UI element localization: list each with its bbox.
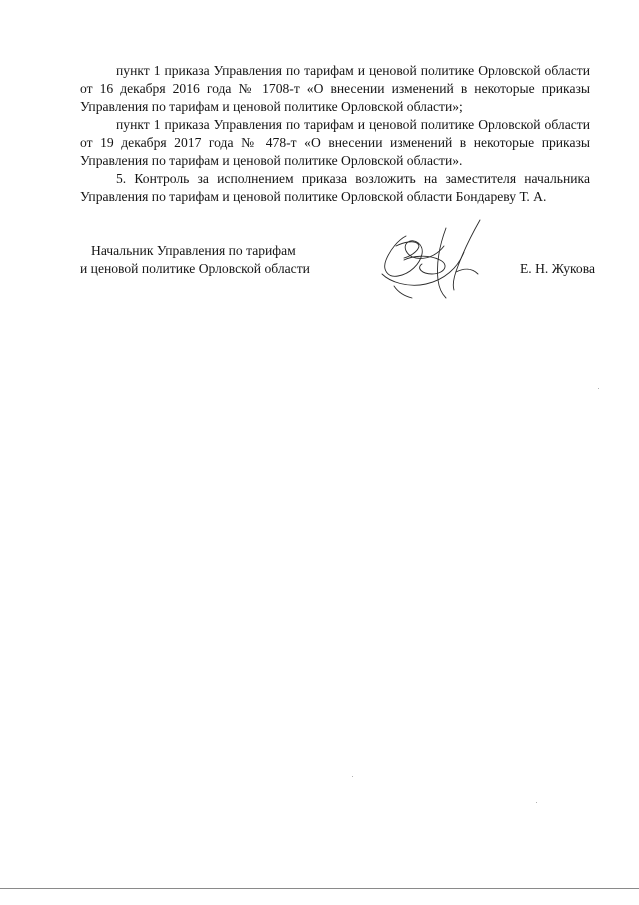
signer-title-line-1: Начальник Управления по тарифам [91,243,296,258]
paragraph-control: 5. Контроль за исполнением приказа возложить на заместителя начальника Управления по тарифам и ценовой политике Орловской области Бондареву Т. А. [80,171,590,204]
signer-title [80,242,340,278]
paragraph-order-1708: пункт 1 приказа Управления по тарифам и ценовой политике Орловской области от 16 декабря 2016 года № 1708-т «О внесении изменений в некоторые приказы Управления по тарифам и ценовой политике Орловской области»; [80,63,590,114]
handwritten-signature [368,216,498,306]
scan-speck [598,388,599,389]
paragraph-order-478: пункт 1 приказа Управления по тарифам и ценовой политике Орловской области от 19 декабря 2017 года № 478-т «О внесении изменений в некоторые приказы Управления по тарифам и ценовой политике Орловской области». [80,117,590,168]
signer-name: Е. Н. Жукова [519,261,595,276]
signature-block [80,242,595,312]
signer-title-line-2: и ценовой политике Орловской области [80,261,310,276]
scan-edge-line [0,888,639,889]
document-body [80,62,590,206]
scan-speck [536,802,537,803]
scan-speck [352,776,353,777]
